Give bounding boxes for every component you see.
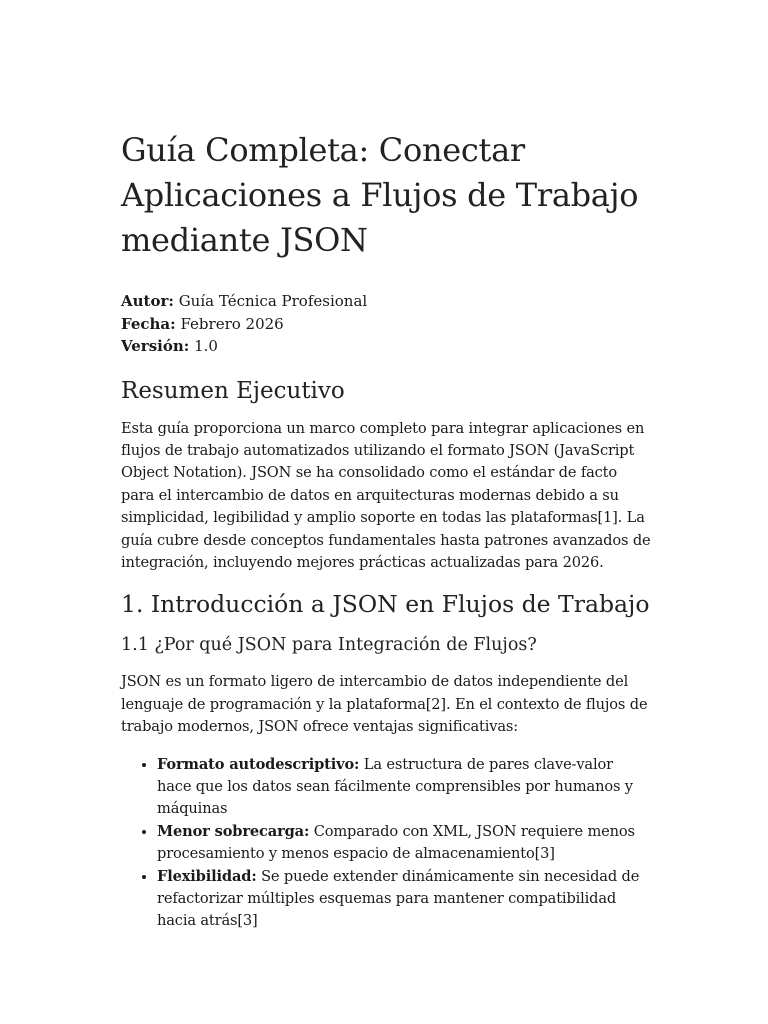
advantages-list — [121, 754, 651, 933]
meta-date — [121, 313, 651, 336]
meta-date-label: Fecha: — [121, 314, 176, 333]
list-item — [157, 821, 651, 866]
meta-version-label: Versión: — [121, 337, 190, 355]
meta-author-label: Autor: — [121, 292, 174, 310]
list-item — [157, 754, 651, 821]
list-item-text: Se puede extender dinámicamente sin necesidad de refactorizar múltiples esquemas para mantener compatibilidad hacia atrás[3] — [157, 867, 640, 930]
list-item-text: La estructura de pares clave-valor hace que los datos sean fácilmente comprensibles por humanos y máquinas — [157, 755, 633, 818]
meta-version — [121, 335, 651, 358]
meta-author-value: Guía Técnica Profesional — [178, 292, 368, 310]
list-item-term: Flexibilidad: — [157, 867, 257, 885]
section-1-heading: 1. Introducción a JSON en Flujos de Trabajo — [121, 590, 650, 619]
document-metadata — [121, 290, 651, 358]
list-item — [157, 866, 651, 933]
list-item-term: Menor sobrecarga: — [157, 822, 310, 840]
list-item-term: Formato autodescriptivo: — [157, 755, 360, 773]
meta-date-value: Febrero 2026 — [180, 314, 284, 333]
meta-author — [121, 290, 651, 313]
document-title: Guía Completa: Conectar Aplicaciones a Flujos de Trabajo mediante JSON — [121, 131, 639, 259]
subsection-1-1-heading: 1.1 ¿Por qué JSON para Integración de Flujos? — [121, 635, 537, 656]
summary-heading: Resumen Ejecutivo — [121, 377, 345, 404]
list-item-text: Comparado con XML, JSON requiere menos procesamiento y menos espacio de almacenamiento[3] — [157, 822, 635, 863]
meta-version-value: 1.0 — [194, 337, 218, 355]
document-page — [121, 128, 651, 933]
subsection-1-1-paragraph: JSON es un formato ligero de intercambio de datos independiente del lenguaje de programación y la plataforma[2]. En el contexto de flujos de trabajo modernos, JSON ofrece ventajas significativas: — [121, 673, 648, 736]
summary-paragraph: Esta guía proporciona un marco completo para integrar aplicaciones en flujos de trabajo automatizados utilizando el formato JSON (JavaScript Object Notation). JSON se ha consolidado como el estándar de facto para el intercambio de datos en arquitecturas modernas debido a su simplicidad, legibilidad y amplio soporte en todas las plataformas[1]. La guía cubre desde conceptos fundamentales hasta patrones avanzados de integración, incluyendo mejores prácticas actualizadas para 2026. — [121, 419, 651, 571]
